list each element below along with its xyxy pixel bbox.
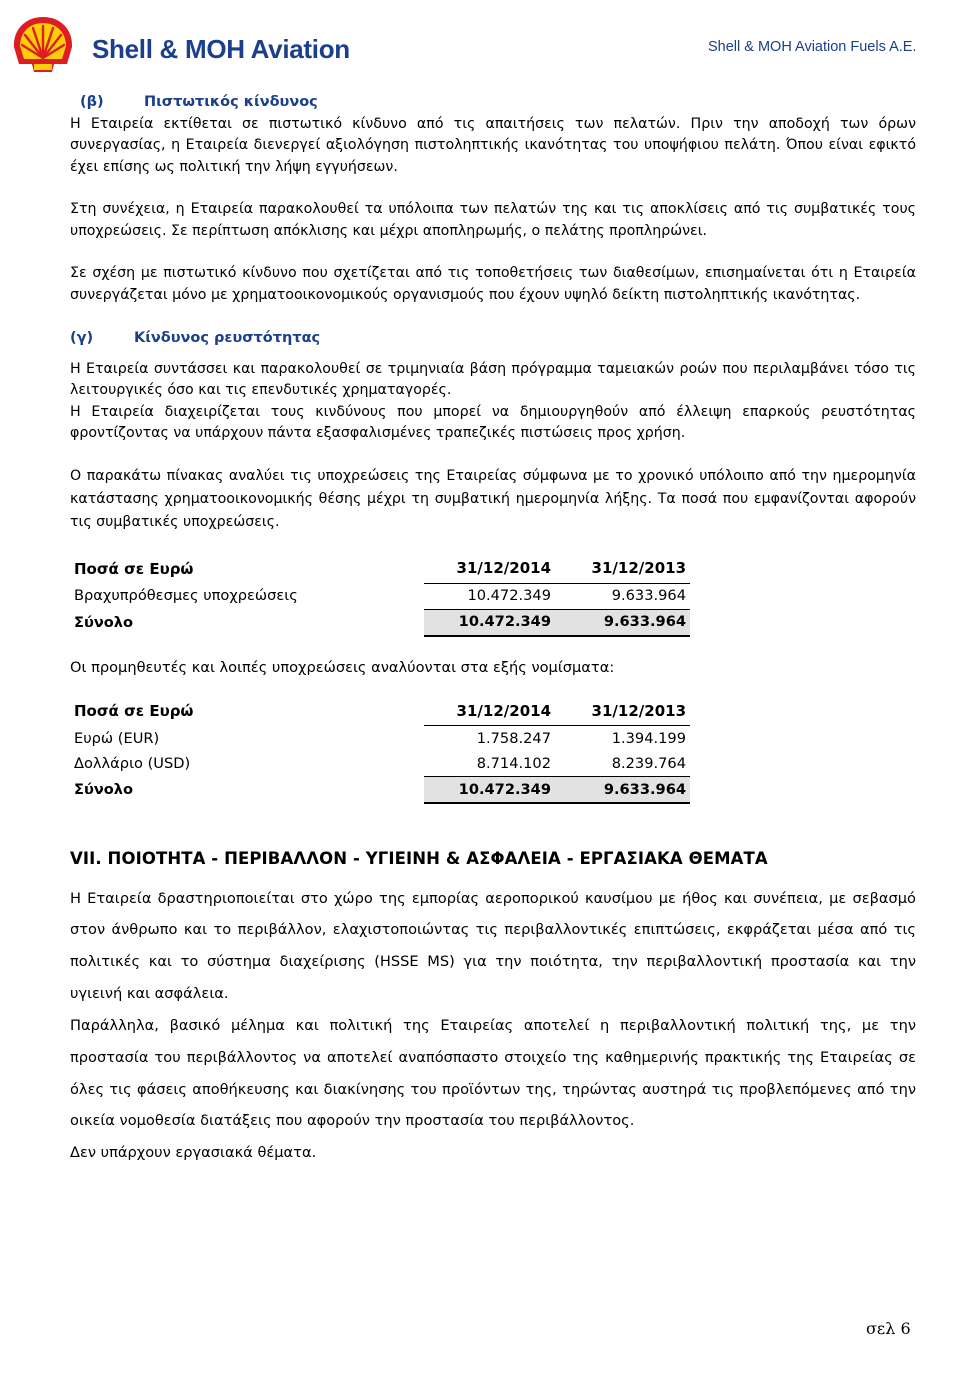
table-row [74, 726, 690, 752]
page-content [70, 92, 916, 1169]
table-header-row [74, 698, 690, 726]
table-row [74, 583, 690, 609]
section-vii-paragraph-3: Δεν υπάρχουν εργασιακά θέματα. [70, 1144, 317, 1162]
table-total-row [74, 777, 690, 804]
table-header-2013: 31/12/2013 [559, 556, 690, 584]
liquidity-risk-paragraph-1: Η Εταιρεία συντάσσει και παρακολουθεί σε τριμηνιαία βάση πρόγραμμα ταμειακών ροών που περιλαμβάνει τόσο τις λειτουργικές όσο και τις επενδυτικές χρηματαγορές. [70, 360, 916, 398]
credit-risk-paragraph-2: Στη συνέχεια, η Εταιρεία παρακολουθεί τα υπόλοιπα των πελατών της και τις αποκλίσεις από τις συμβατικές τους υποχρεώσεις. Σε περίπτωση απόκλισης και μέχρι αποπληρωμής, ο πελάτης προπληρώνει. [70, 201, 916, 239]
liquidity-risk-paragraph-3: Ο παρακάτω πίνακας αναλύει τις υποχρεώσεις της Εταιρείας σύμφωνα με το χρονικό υπόλοιπο από την ημερομηνία κατάστασης χρηματοοικονομικής θέσης μέχρι τη συμβατική ημερομηνία λήξης. Τα ποσά που εμφανίζονται αφορούν τις συμβατικές υποχρεώσεις. [70, 467, 916, 530]
row-label: Ευρώ (EUR) [74, 729, 160, 747]
row-label: Δολλάριο (USD) [74, 755, 191, 772]
liabilities-table [74, 556, 690, 637]
table-total-row [74, 609, 690, 636]
credit-risk-paragraph-1: Η Εταιρεία εκτίθεται σε πιστωτικό κίνδυνο από τις απαιτήσεις των πελατών. Πριν την αποδοχή των όρων συνεργασίας, η Εταιρεία διενεργεί αξιολόγηση πιστοληπτικής ικανότητας του υποψήφιου πελάτη. Όπου είναι εφικτό έχει επίσης ως πολιτική την λήψη εγγυήσεων. [70, 115, 916, 175]
row-value-2014: 1.758.247 [476, 729, 551, 747]
credit-risk-paragraph-3: Σε σχέση με πιστωτικό κίνδυνο που σχετίζεται από τις τοποθετήσεις των διαθεσίμων, επισημαίνεται ότι η Εταιρεία συνεργάζεται μόνο με χρηματοοικονομικούς οργανισμούς που έχουν υψηλό δείκτη πιστοληπτικής ικανότητας. [70, 265, 916, 303]
total-value-2014: 10.472.349 [424, 777, 559, 804]
currency-table [74, 698, 690, 804]
table-row [74, 751, 690, 777]
total-label: Σύνολο [74, 781, 134, 798]
section-vii-paragraph-1: Η Εταιρεία δραστηριοποιείται στο χώρο της εμπορίας αεροπορικού καυσίμου με ήθος και συνέπεια, με σεβασμό στον άνθρωπο και το περιβάλλον, ελαχιστοποιώντας τις περιβαλλοντικές επιπτώσεις, εκφράζεται μέσα από τις πολιτικές και το σύστημα διαχείρισης (HSSE MS) για την ποιότητα, την περιβαλλοντική προστασία και την υγιεινή και ασφάλεια. [70, 889, 916, 1002]
total-value-2013: 9.633.964 [559, 609, 690, 636]
section-vii-title: VII. ΠΟΙΟΤΗΤΑ - ΠΕΡΙΒΑΛΛΟΝ - ΥΓΙΕΙΝΗ & ΑΣΦΑΛΕΙΑ - ΕΡΓΑΣΙΑΚΑ ΘΕΜΑΤΑ [70, 849, 768, 868]
credit-risk-number: (β) [80, 94, 104, 110]
table-header-2014: 31/12/2014 [424, 556, 559, 584]
section-vii-paragraph-2: Παράλληλα, βασικό μέλημα και πολιτική της Εταιρείας αποτελεί η περιβαλλοντική πολιτική της, με την προστασία του περιβάλλοντος να αποτελεί αναπόσπαστο στοιχείο της καθημερινής πρακτικής της Εταιρείας σε όλες τις φάσεις αποθήκευσης και διακίνησης του προϊόντων της, τηρώντας αυστηρά τις προβλεπόμενες από την οικεία νομοθεσία διατάξεις που αφορούν την προστασία του περιβάλλοντος. [70, 1017, 916, 1130]
total-label: Σύνολο [74, 613, 134, 631]
total-value-2014: 10.472.349 [424, 609, 559, 636]
currency-intro: Οι προμηθευτές και λοιπές υποχρεώσεις αναλύονται στα εξής νομίσματα: [70, 658, 615, 676]
credit-risk-title: Πιστωτικός κίνδυνος [144, 94, 318, 110]
row-value-2013: 9.633.964 [559, 583, 690, 609]
page-number: σελ 6 [866, 1319, 911, 1338]
liquidity-risk-heading [70, 328, 916, 350]
liquidity-risk-title: Κίνδυνος ρευστότητας [134, 330, 321, 346]
table-header-2014: 31/12/2014 [424, 698, 559, 726]
liquidity-risk-paragraph-2: Η Εταιρεία διαχειρίζεται τους κινδύνους που μπορεί να δημιουργηθούν από έλλειψη επαρκούς ρευστότητας φροντίζοντας να υπάρχουν πάντα εξασφαλισμένες τραπεζικές πιστώσεις προς χρήση. [70, 403, 916, 441]
company-name: Shell & MOH Aviation Fuels A.E. [708, 39, 917, 55]
table-header-2013: 31/12/2013 [559, 698, 690, 726]
row-value-2014: 8.714.102 [424, 751, 559, 777]
table-header-row [74, 556, 690, 584]
liquidity-risk-number: (γ) [70, 330, 94, 346]
row-value-2013: 8.239.764 [559, 751, 690, 777]
table-header-label: Ποσά σε Ευρώ [74, 702, 194, 720]
total-value-2013: 9.633.964 [559, 777, 690, 804]
row-label: Βραχυπρόθεσμες υποχρεώσεις [74, 587, 298, 605]
credit-risk-heading [80, 92, 916, 114]
table-header-label: Ποσά σε Ευρώ [74, 559, 194, 578]
row-value-2014: 10.472.349 [424, 583, 559, 609]
row-value-2013: 1.394.199 [611, 729, 686, 747]
page-header [0, 0, 960, 88]
shell-pecten-logo [10, 14, 76, 76]
brand-title: Shell & MOH Aviation [92, 34, 350, 64]
